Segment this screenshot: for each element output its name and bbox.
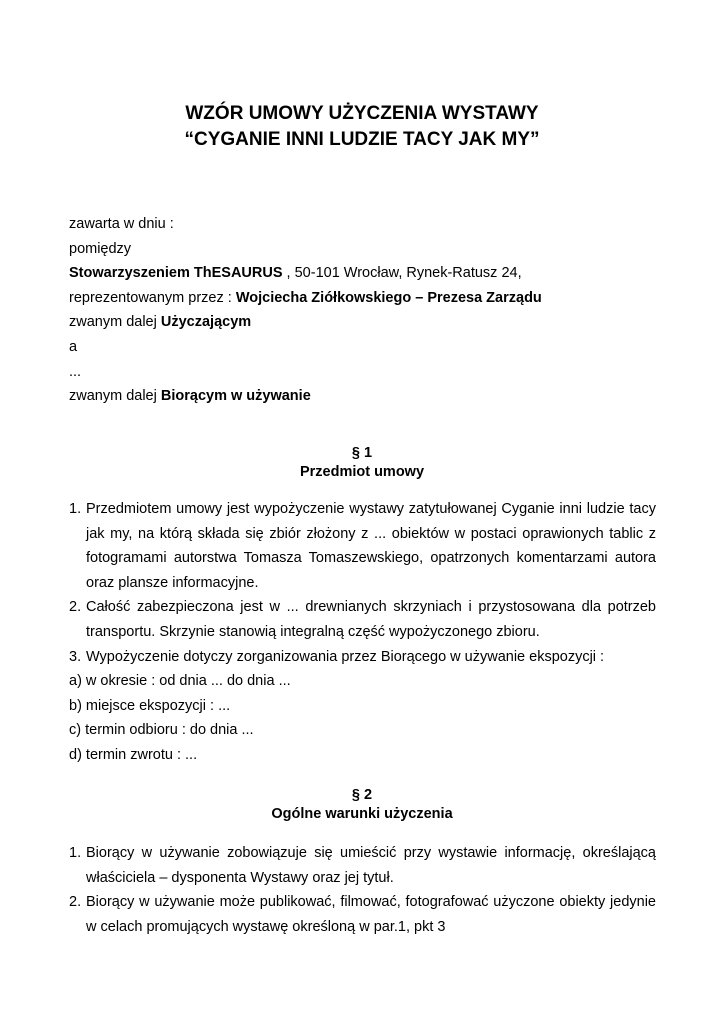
represented-prefix: reprezentowanym przez : bbox=[69, 289, 236, 306]
item-text: Przedmiotem umowy jest wypożyczenie wystawy zatytułowanej Cyganie inni ludzie tacy jak my, na którą składa się zbiór złożony z ... obiektów w postaci oprawionych tablic z fotogramami autorstwa Tomasza Tomaszewskiego, opatrzonych komentarzami autora oraz plansze informacyjne. bbox=[86, 501, 656, 591]
called-prefix-borrower: zwanym dalej bbox=[69, 388, 161, 405]
borrower-role: Biorącym w używanie bbox=[160, 388, 311, 405]
title-line-2: “CYGANIE INNI LUDZIE TACY JAK MY” bbox=[184, 129, 540, 150]
lender-role: Użyczającym bbox=[160, 314, 252, 331]
section-1-title: Przedmiot umowy bbox=[299, 464, 425, 480]
section-2-item bbox=[69, 890, 656, 939]
section-1-number: § 1 bbox=[351, 445, 373, 461]
section-1-item bbox=[69, 645, 656, 670]
between-line: pomiędzy bbox=[69, 240, 132, 257]
item-text: Wypożyczenie dotyczy zorganizowania przez Biorącego w używanie ekspozycji : bbox=[86, 648, 605, 665]
organization-line bbox=[69, 261, 669, 286]
item-text: Biorący w używanie zobowiązuje się umieścić przy wystawie informację, określającą właściciela – dysponenta Wystawy oraz jej tytuł. bbox=[86, 845, 656, 886]
ellipsis-line: ... bbox=[69, 363, 82, 380]
item-number: 3. bbox=[69, 648, 82, 665]
section-2-list bbox=[69, 841, 656, 939]
representative-name: Wojciecha Ziółkowskiego – Prezesa Zarządu bbox=[235, 289, 542, 306]
parties-block bbox=[69, 212, 669, 409]
organization-address: , 50-101 Wrocław, Rynek-Ratusz 24, bbox=[282, 265, 522, 282]
subitem-pickup: c) termin odbioru : do dnia ... bbox=[69, 722, 254, 739]
section-1-item bbox=[69, 595, 656, 644]
item-number: 2. bbox=[69, 599, 82, 616]
organization-name: Stowarzyszeniem ThESAURUS bbox=[69, 265, 283, 282]
item-text: Całość zabezpieczona jest w ... drewnianych skrzyniach i przystosowana dla potrzeb transportu. Skrzynie stanowią integralną część wypożyczonego zbioru. bbox=[86, 599, 656, 640]
subitem-period: a) w okresie : od dnia ... do dnia ... bbox=[69, 673, 291, 690]
item-text: Biorący w używanie może publikować, filmować, fotografować użyczone obiekty jedynie w celach promujących wystawę określoną w par.1, pkt 3 bbox=[86, 894, 656, 935]
lender-line bbox=[69, 310, 669, 335]
section-2-title: Ogólne warunki użyczenia bbox=[271, 806, 453, 822]
title-line-1: WZÓR UMOWY UŻYCZENIA WYSTAWY bbox=[185, 103, 539, 124]
section-2-heading bbox=[0, 786, 724, 824]
concluded-line: zawarta w dniu : bbox=[69, 216, 174, 232]
subitem-return: d) termin zwrotu : ... bbox=[69, 746, 198, 763]
representative-line bbox=[69, 286, 669, 311]
item-number: 1. bbox=[69, 501, 82, 517]
borrower-line bbox=[69, 384, 669, 409]
item-number: 2. bbox=[69, 894, 82, 911]
and-line: a bbox=[69, 338, 78, 355]
section-2-number: § 2 bbox=[351, 787, 373, 803]
subitem-location: b) miejsce ekspozycji : ... bbox=[69, 697, 231, 714]
called-prefix-lender: zwanym dalej bbox=[69, 314, 161, 331]
document-title bbox=[0, 101, 724, 153]
item-number: 1. bbox=[69, 845, 82, 861]
section-1-heading bbox=[0, 444, 724, 482]
section-2-item bbox=[69, 841, 656, 890]
section-1-list bbox=[69, 497, 656, 768]
section-1-item bbox=[69, 497, 656, 595]
